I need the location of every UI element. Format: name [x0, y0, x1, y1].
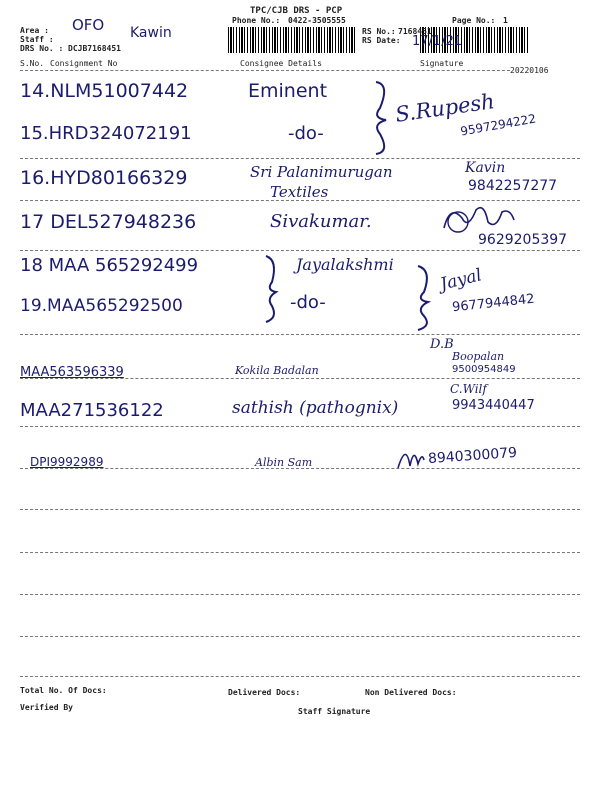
- non-delivered-docs-label: Non Delivered Docs:: [365, 688, 457, 697]
- rs-no-label: RS No.:: [362, 27, 396, 36]
- row-22-consignee: Albin Sam: [255, 456, 313, 469]
- rs-date-value: 17/1/21: [412, 34, 463, 49]
- row-divider: [20, 594, 580, 595]
- row-20-consignee: Kokila Badalan: [235, 364, 319, 377]
- brace-18-19-right: [414, 262, 438, 332]
- row-16-consignment: 16.HYD80166329: [20, 167, 188, 189]
- verified-by-label: Verified By: [20, 703, 73, 712]
- row-17-phone: 9629205397: [478, 232, 568, 248]
- row-14-consignment: 14.NLM51007442: [20, 80, 189, 102]
- rs-date-label: RS Date:: [362, 36, 401, 45]
- row-19-consignee: -do-: [290, 292, 326, 313]
- row-14-signature: S.Rupesh: [393, 89, 497, 127]
- staff-signature-label: Staff Signature: [298, 707, 371, 716]
- row-18-consignee: Jayalakshmi: [296, 255, 394, 274]
- row-20-consignment: MAA563596339: [20, 365, 124, 380]
- drs-barcode: [228, 27, 356, 53]
- row-19-consignment: 19.MAA565292500: [20, 296, 183, 316]
- row-14-phone: 9597294222: [459, 111, 537, 139]
- row-20-signature-line1: D.B: [430, 337, 454, 352]
- col-consignee: Consignee Details: [240, 59, 322, 68]
- rs-no-value: 7168451: [398, 27, 432, 36]
- row-21-consignment: MAA271536122: [20, 400, 164, 421]
- col-signature: Signature: [420, 59, 464, 68]
- date-code: 20220106: [510, 66, 549, 75]
- area-label: Area :: [20, 26, 49, 35]
- brace-14-15: [370, 78, 400, 158]
- row-divider: [20, 468, 580, 469]
- row-14-consignee: Eminent: [248, 80, 328, 102]
- brace-18-19-left: [262, 252, 284, 324]
- row-divider: [20, 158, 580, 159]
- row-divider: [20, 426, 580, 427]
- row-divider: [20, 334, 580, 335]
- staff-label: Staff :: [20, 35, 54, 44]
- header-divider: [20, 70, 510, 71]
- row-20-phone: 9500954849: [452, 364, 516, 375]
- drs-number: DCJB7168451: [68, 44, 121, 53]
- row-20-signature-line2: Boopalan: [452, 350, 505, 363]
- page-number: 1: [503, 16, 508, 25]
- phone-label: Phone No.:: [232, 16, 281, 25]
- row-22-phone: 8940300079: [427, 444, 518, 468]
- row-divider: [20, 509, 580, 510]
- row-16-consignee-line1: Sri Palanimurugan: [250, 163, 393, 181]
- row-18-signature: Jayal: [438, 265, 484, 295]
- row-21-signature: C.Wilf: [450, 382, 487, 396]
- row-22-consignment: DPI9992989: [30, 455, 104, 469]
- col-sno: S.No.: [20, 59, 45, 68]
- row-divider: [20, 250, 580, 251]
- row-21-phone: 9943440447: [452, 398, 535, 413]
- row-16-signature: Kavin: [465, 160, 506, 176]
- row-17-consignment: 17 DEL527948236: [20, 211, 197, 233]
- row-divider: [20, 676, 580, 677]
- delivered-docs-label: Delivered Docs:: [228, 688, 301, 697]
- row-divider: [20, 378, 580, 379]
- area-value: OFO: [72, 16, 105, 34]
- row-15-consignment: 15.HRD324072191: [20, 123, 192, 144]
- col-consignment: Consignment No: [50, 59, 118, 68]
- row-divider: [20, 636, 580, 637]
- page-label: Page No.:: [452, 16, 496, 25]
- row-21-consignee: sathish (pathognix): [232, 398, 399, 418]
- row-16-consignee-line2: Textiles: [270, 183, 329, 201]
- drs-label: DRS No. :: [20, 44, 64, 53]
- row-17-consignee: Sivakumar.: [270, 211, 372, 232]
- row-16-phone: 9842257277: [468, 178, 558, 194]
- row-19-phone: 9677944842: [451, 291, 536, 316]
- staff-value: Kawin: [130, 25, 172, 41]
- row-18-consignment: 18 MAA 565292499: [20, 255, 199, 276]
- form-title: TPC/CJB DRS - PCP: [250, 6, 343, 16]
- phone-number: 0422-3505555: [288, 16, 346, 25]
- total-docs-label: Total No. Of Docs:: [20, 686, 107, 695]
- row-15-consignee: -do-: [288, 123, 324, 144]
- row-divider: [20, 552, 580, 553]
